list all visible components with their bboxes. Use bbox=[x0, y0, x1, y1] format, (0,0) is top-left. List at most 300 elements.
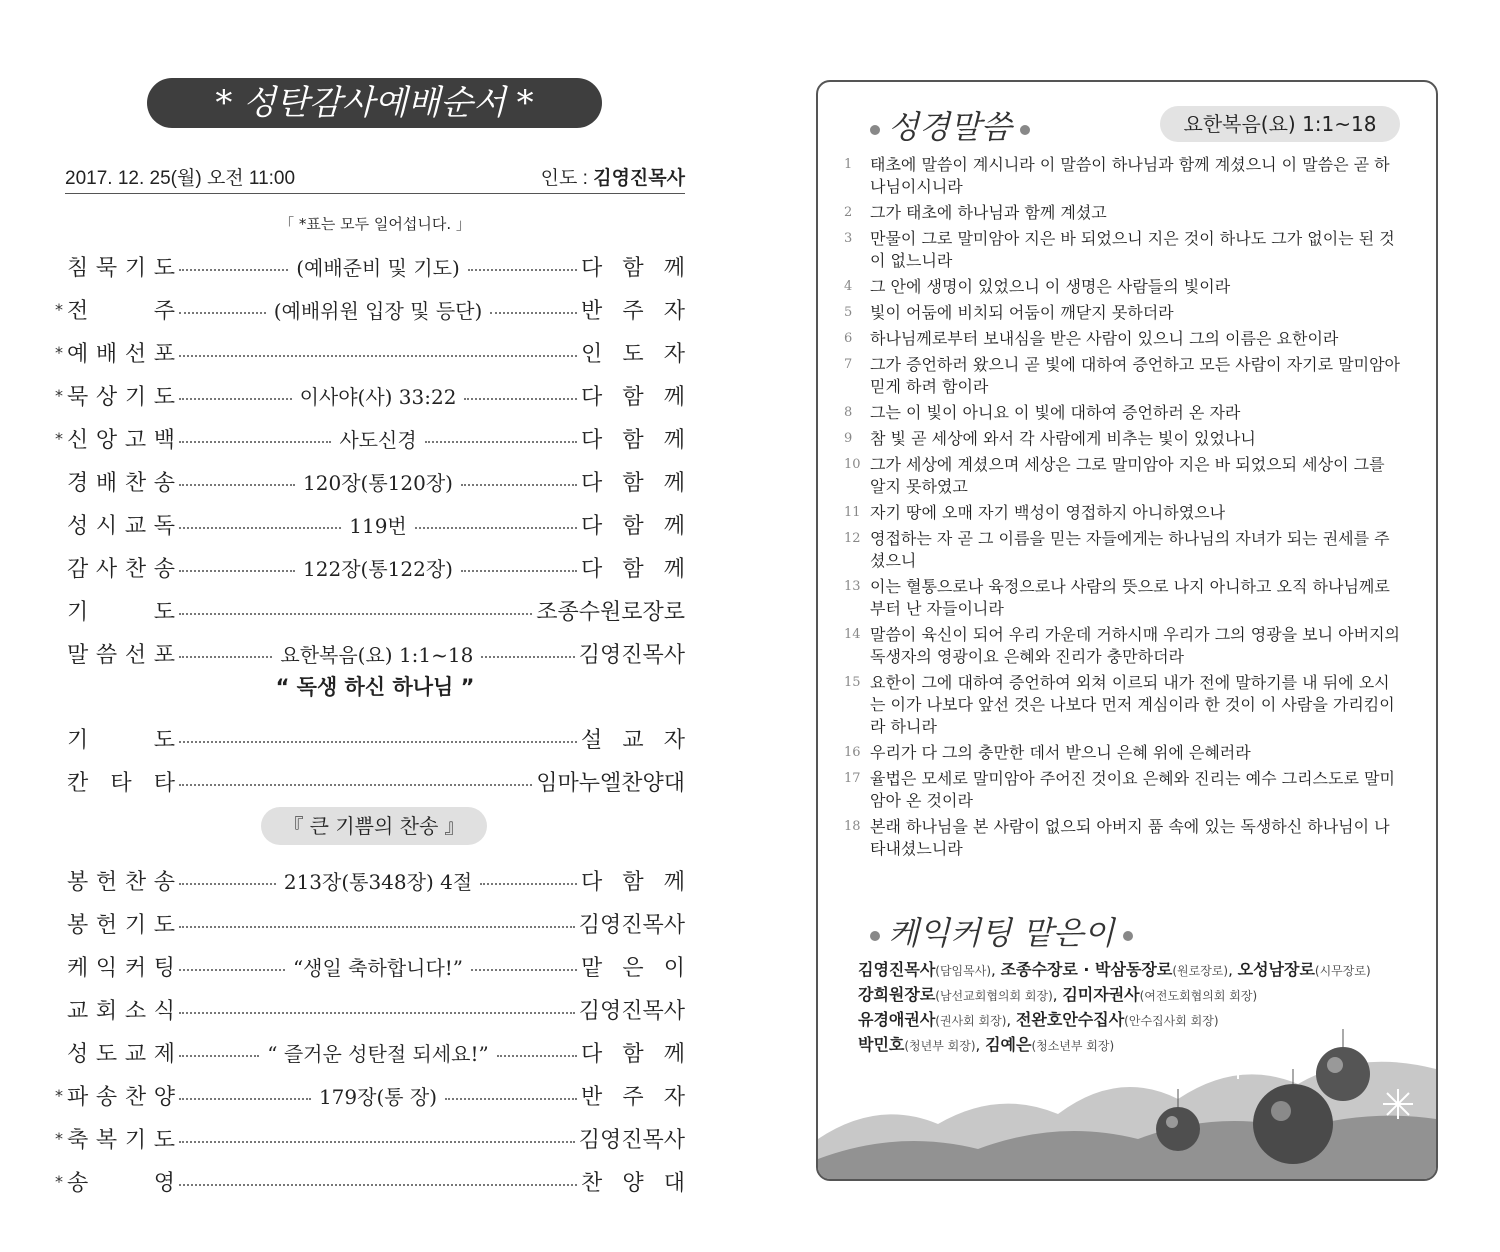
cutter-name: 오성남장로 bbox=[1237, 960, 1315, 979]
item-label-char: 케 bbox=[67, 955, 89, 981]
verse-text: 태초에 말씀이 계시니라 이 말씀이 하나님과 함께 계셨으니 이 말씀은 곧 하나님이시니라 bbox=[870, 155, 1390, 196]
service-item bbox=[55, 865, 685, 895]
dot-leader bbox=[179, 1184, 577, 1186]
item-label-char: 도 bbox=[153, 384, 175, 410]
verse bbox=[844, 624, 1404, 668]
verse bbox=[844, 428, 1404, 450]
verse-number: 10 bbox=[844, 457, 861, 472]
service-item bbox=[55, 423, 685, 453]
item-person bbox=[581, 251, 685, 282]
service-title: * 성탄감사예배순서 * bbox=[147, 78, 602, 128]
item-detail: 179장(통 장) bbox=[318, 1084, 438, 1109]
verse-number: 9 bbox=[844, 431, 853, 446]
verse bbox=[844, 454, 1404, 498]
item-person bbox=[581, 509, 685, 540]
dot-leader bbox=[179, 1012, 575, 1014]
item-label-char: 포 bbox=[153, 642, 175, 668]
cutter-name: 전완호안수집사 bbox=[1015, 1010, 1125, 1029]
service-item bbox=[55, 908, 685, 938]
cutter-name: 강희원장로 bbox=[858, 985, 936, 1004]
dot-leader bbox=[179, 1055, 259, 1057]
verse-text: 우리가 다 그의 충만한 데서 받으니 은혜 위에 은혜러라 bbox=[870, 743, 1251, 762]
bullet-dot-icon bbox=[870, 931, 880, 941]
item-label-char: 송 bbox=[153, 470, 175, 496]
cutter-name: 박민호 bbox=[858, 1035, 905, 1054]
item-label-char: 성 bbox=[67, 1041, 89, 1067]
item-person-text: 주 bbox=[622, 1084, 644, 1110]
item-label-char: 기 bbox=[67, 727, 89, 753]
item-person bbox=[581, 380, 685, 411]
service-date: 2017. 12. 25(월) 오전 11:00 bbox=[65, 168, 296, 189]
service-item bbox=[55, 552, 685, 582]
item-label bbox=[67, 638, 175, 669]
verse bbox=[844, 502, 1404, 524]
verse bbox=[844, 328, 1404, 350]
item-label bbox=[67, 766, 175, 797]
item-person bbox=[581, 337, 685, 368]
verse-text: 율법은 모세로 말미암아 주어진 것이요 은혜와 진리는 예수 그리스도로 말미암아 온 것이라 bbox=[870, 769, 1395, 810]
item-person-text: 함 bbox=[622, 556, 644, 582]
verse bbox=[844, 228, 1404, 272]
item-person-text: 자 bbox=[663, 1084, 685, 1110]
item-label bbox=[67, 994, 175, 1025]
service-item bbox=[55, 1166, 685, 1196]
item-person-text: 다 bbox=[581, 1041, 603, 1067]
item-person-text: 다 bbox=[581, 255, 603, 281]
item-person-text: 김영진목사 bbox=[578, 998, 685, 1024]
dot-leader bbox=[497, 1055, 577, 1057]
verse-number: 3 bbox=[844, 231, 853, 246]
item-label bbox=[67, 466, 175, 497]
cutter-line bbox=[858, 983, 1418, 1008]
item-label bbox=[67, 423, 175, 454]
verse-number: 16 bbox=[844, 745, 861, 760]
cutter-role: (권사회 회장) bbox=[935, 1014, 1007, 1028]
bullet-dot-icon bbox=[1123, 931, 1133, 941]
item-label-char: 묵 bbox=[67, 384, 89, 410]
leader-name: 김영진목사 bbox=[593, 168, 685, 189]
item-detail: “생일 축하합니다!” bbox=[292, 955, 464, 980]
item-person-text: 조종수원로장로 bbox=[536, 599, 685, 625]
item-person-text: 다 bbox=[581, 470, 603, 496]
item-label-char: 도 bbox=[153, 255, 175, 281]
item-label-char: 독 bbox=[153, 513, 175, 539]
christmas-decoration bbox=[818, 1029, 1436, 1179]
item-person-text: 이 bbox=[663, 955, 685, 981]
cutting-title: 케익커팅 맡은이 bbox=[888, 914, 1115, 952]
item-label-char: 팅 bbox=[153, 955, 175, 981]
item-label bbox=[67, 1037, 175, 1068]
item-person bbox=[581, 865, 685, 896]
item-person-text: 께 bbox=[663, 513, 685, 539]
verse-text: 빛이 어둠에 비치되 어둠이 깨닫지 못하더라 bbox=[870, 303, 1174, 322]
item-label-char: 찬 bbox=[124, 1084, 147, 1110]
dot-leader bbox=[468, 269, 577, 271]
verse bbox=[844, 816, 1404, 860]
verse-text: 이는 혈통으로나 육정으로나 사람의 뜻으로 나지 아니하고 오직 하나님께로부터 난 자들이니라 bbox=[870, 577, 1390, 618]
item-label-char: 봉 bbox=[67, 912, 89, 938]
item-label-char: 타 bbox=[153, 770, 175, 796]
service-item bbox=[55, 251, 685, 281]
verse-text: 요한이 그에 대하여 증언하여 외쳐 이르되 내가 전에 말하기를 내 뒤에 오시는 이가 나보다 앞선 것은 나보다 먼저 계심이라 한 것이 이 사람을 가리킴이라 하니라 bbox=[870, 673, 1395, 736]
item-label-char: 포 bbox=[153, 341, 175, 367]
item-label-char: 도 bbox=[153, 1127, 175, 1153]
item-person-text: 도 bbox=[622, 341, 644, 367]
verse bbox=[844, 402, 1404, 424]
verse-text: 만물이 그로 말미암아 지은 바 되었으니 지은 것이 하나도 그가 없이는 된 것이 없느니라 bbox=[870, 229, 1395, 270]
verse-number: 5 bbox=[844, 305, 853, 320]
dot-leader bbox=[179, 656, 272, 658]
item-person-text: 다 bbox=[581, 513, 603, 539]
item-person bbox=[536, 766, 685, 797]
verse-text: 본래 하나님을 본 사람이 없으되 아버지 품 속에 있는 독생하신 하나님이 나타내셨느니라 bbox=[870, 817, 1390, 858]
verse bbox=[844, 302, 1404, 324]
separator: , bbox=[975, 1036, 986, 1054]
verse-number: 17 bbox=[844, 771, 861, 786]
item-person bbox=[581, 723, 685, 754]
item-label-char: 칸 bbox=[67, 770, 89, 796]
item-label-char: 제 bbox=[153, 1041, 175, 1067]
item-person-text: 께 bbox=[663, 384, 685, 410]
item-label-char: 기 bbox=[67, 599, 89, 625]
item-person-text: 찬 bbox=[581, 1170, 603, 1196]
verse bbox=[844, 672, 1404, 738]
item-label bbox=[67, 908, 175, 939]
cutter-name: 김예은 bbox=[985, 1035, 1032, 1054]
item-label-char: 말 bbox=[67, 642, 89, 668]
dot-leader bbox=[179, 527, 341, 529]
item-person-text: 은 bbox=[622, 955, 644, 981]
cutter-role: (시무장로) bbox=[1314, 964, 1371, 978]
item-person-text: 김영진목사 bbox=[578, 1127, 685, 1153]
verse-number: 6 bbox=[844, 331, 853, 346]
cutter-role: (담임목사) bbox=[935, 964, 992, 978]
item-label-char: 도 bbox=[153, 599, 175, 625]
item-person-text: 함 bbox=[622, 1041, 644, 1067]
verse-number: 1 bbox=[844, 157, 853, 172]
item-label-char: 교 bbox=[124, 1041, 147, 1067]
verse-text: 그가 세상에 계셨으며 세상은 그로 말미암아 지은 바 되었으되 세상이 그를 알지 못하였고 bbox=[870, 455, 1385, 496]
item-label-char: 교 bbox=[124, 513, 147, 539]
dot-leader bbox=[179, 784, 532, 786]
standing-mark: * bbox=[55, 342, 63, 362]
cutter-role: (원로장로) bbox=[1172, 964, 1229, 978]
item-label-char: 배 bbox=[95, 470, 118, 496]
item-person-text: 교 bbox=[622, 727, 644, 753]
standing-mark: * bbox=[55, 1085, 63, 1105]
item-person-text: 김영진목사 bbox=[578, 642, 686, 668]
item-person-text: 주 bbox=[622, 298, 644, 324]
verse bbox=[844, 742, 1404, 764]
item-label-char: 백 bbox=[153, 427, 175, 453]
item-person-text: 대 bbox=[663, 1170, 685, 1196]
separator: , bbox=[1052, 986, 1063, 1004]
item-label-char: 찬 bbox=[124, 470, 147, 496]
item-label-char: 식 bbox=[153, 998, 175, 1024]
standing-mark: * bbox=[55, 1171, 63, 1191]
verse bbox=[844, 768, 1404, 812]
service-item bbox=[55, 994, 685, 1024]
service-item bbox=[55, 951, 685, 981]
verse bbox=[844, 528, 1404, 572]
item-label-char: 찬 bbox=[124, 556, 147, 582]
item-person-text: 김영진목사 bbox=[578, 912, 685, 938]
verse-text: 자기 땅에 오매 자기 백성이 영접하지 아니하였으나 bbox=[870, 503, 1226, 522]
item-label-char: 선 bbox=[124, 642, 147, 668]
separator: , bbox=[1006, 1011, 1016, 1029]
item-person bbox=[579, 908, 685, 939]
item-label-char: 송 bbox=[67, 1170, 89, 1196]
item-label-char: 타 bbox=[110, 770, 132, 796]
dot-leader bbox=[179, 883, 276, 885]
dot-leader bbox=[445, 1098, 577, 1100]
item-label-char: 영 bbox=[153, 1170, 175, 1196]
item-person-text: 다 bbox=[581, 556, 603, 582]
item-person bbox=[581, 1080, 685, 1111]
item-label bbox=[67, 509, 175, 540]
item-detail: 이사야(사) 33:22 bbox=[299, 384, 457, 409]
dot-leader bbox=[461, 484, 577, 486]
standing-mark: * bbox=[55, 299, 63, 319]
dot-leader bbox=[490, 312, 577, 314]
item-label-char: 봉 bbox=[67, 869, 89, 895]
item-label-char: 성 bbox=[67, 513, 89, 539]
cutter-name: 유경애권사 bbox=[858, 1010, 936, 1029]
verse-number: 15 bbox=[844, 675, 861, 690]
item-person bbox=[579, 638, 685, 669]
item-label bbox=[67, 552, 175, 583]
item-label-char: 배 bbox=[95, 341, 118, 367]
service-item bbox=[55, 380, 685, 410]
scripture-heading bbox=[862, 102, 1038, 148]
cutter-name: 조종수장로 · 박삼동장로 bbox=[1000, 960, 1173, 979]
service-item bbox=[55, 294, 685, 324]
verse-number: 12 bbox=[844, 531, 861, 546]
item-label-char: 송 bbox=[153, 556, 175, 582]
bullet-dot-icon bbox=[1020, 125, 1030, 135]
dot-leader bbox=[179, 969, 285, 971]
item-label-char: 익 bbox=[95, 955, 118, 981]
standing-mark: * bbox=[55, 1128, 63, 1148]
service-item bbox=[55, 638, 685, 668]
cutting-heading bbox=[862, 908, 1141, 954]
item-person-text: 반 bbox=[581, 1084, 603, 1110]
item-detail: 요한복음(요) 1:1~18 bbox=[280, 642, 474, 667]
verse-number: 4 bbox=[844, 279, 853, 294]
sermon-title: “ 독생 하신 하나님 ” bbox=[275, 675, 475, 699]
item-label bbox=[67, 380, 175, 411]
item-label bbox=[67, 337, 175, 368]
dot-leader bbox=[179, 355, 577, 357]
dot-leader bbox=[179, 741, 577, 743]
item-detail: 122장(통122장) bbox=[303, 556, 453, 581]
item-label-char: 커 bbox=[124, 955, 147, 981]
verse-text: 그는 이 빛이 아니요 이 빛에 대하여 증언하러 온 자라 bbox=[870, 403, 1241, 422]
dot-leader bbox=[179, 484, 295, 486]
standing-mark: * bbox=[55, 385, 63, 405]
service-item bbox=[55, 595, 685, 625]
item-detail: 119번 bbox=[349, 513, 407, 538]
item-person bbox=[581, 1166, 685, 1197]
item-label-char: 예 bbox=[67, 341, 89, 367]
standing-notice: 「 *표는 모두 일어섭니다. 」 bbox=[279, 215, 471, 233]
item-label bbox=[67, 1080, 175, 1111]
dot-leader bbox=[464, 398, 577, 400]
service-item bbox=[55, 766, 685, 796]
item-person-text: 함 bbox=[622, 470, 644, 496]
verse bbox=[844, 154, 1404, 198]
service-item bbox=[55, 723, 685, 753]
service-meta bbox=[65, 163, 685, 194]
item-label-char: 시 bbox=[95, 513, 118, 539]
standing-mark: * bbox=[55, 428, 63, 448]
verse-text: 참 빛 곧 세상에 와서 각 사람에게 비추는 빛이 있었나니 bbox=[870, 429, 1256, 448]
item-label-char: 축 bbox=[67, 1127, 89, 1153]
cutter-role: (남선교회협의회 회장) bbox=[935, 989, 1053, 1003]
item-label bbox=[67, 865, 175, 896]
separator: , bbox=[991, 961, 1001, 979]
item-label-char: 회 bbox=[95, 998, 118, 1024]
item-person-text: 다 bbox=[581, 427, 603, 453]
item-person bbox=[579, 1123, 685, 1154]
dot-leader bbox=[179, 1098, 311, 1100]
item-label-char: 파 bbox=[67, 1084, 89, 1110]
item-label-char: 송 bbox=[153, 869, 175, 895]
item-detail: (예배준비 및 기도) bbox=[296, 255, 460, 280]
verse-number: 11 bbox=[844, 505, 861, 520]
item-person-text: 함 bbox=[622, 513, 644, 539]
cutter-role: (여전도회협의회 회장) bbox=[1139, 989, 1258, 1003]
service-leader bbox=[541, 163, 685, 190]
item-person bbox=[581, 423, 685, 454]
item-label-char: 기 bbox=[124, 1127, 147, 1153]
scripture-title: 성경말씀 bbox=[888, 108, 1012, 146]
item-label-char: 전 bbox=[67, 298, 89, 324]
item-person bbox=[581, 552, 685, 583]
verse-text: 그가 증언하러 왔으니 곧 빛에 대하여 증언하고 모든 사람이 자기로 말미암아 믿게 하려 함이라 bbox=[870, 355, 1400, 396]
verse-text: 그가 태초에 하나님과 함께 계셨고 bbox=[870, 203, 1107, 222]
item-person-text: 함 bbox=[622, 869, 644, 895]
cutter-role: (청년부 회장) bbox=[904, 1039, 976, 1053]
item-label-char: 송 bbox=[95, 1084, 118, 1110]
item-label-char: 양 bbox=[153, 1084, 175, 1110]
item-detail: 사도신경 bbox=[339, 427, 417, 452]
item-label-char: 헌 bbox=[95, 869, 118, 895]
item-label-char: 경 bbox=[67, 470, 89, 496]
item-person bbox=[581, 1037, 685, 1068]
item-label-char: 고 bbox=[124, 427, 147, 453]
service-item bbox=[55, 337, 685, 367]
item-person bbox=[581, 294, 685, 325]
verse-text: 영접하는 자 곧 그 이름을 믿는 자들에게는 하나님의 자녀가 되는 권세를 주셨으니 bbox=[870, 529, 1390, 570]
item-label bbox=[67, 1166, 175, 1197]
item-label bbox=[67, 723, 175, 754]
dot-leader bbox=[179, 312, 266, 314]
item-person-text: 반 bbox=[581, 298, 603, 324]
verse-number: 2 bbox=[844, 205, 853, 220]
dot-leader bbox=[179, 269, 288, 271]
item-label-char: 감 bbox=[67, 556, 89, 582]
item-label-char: 도 bbox=[95, 1041, 118, 1067]
item-label-char: 묵 bbox=[95, 255, 118, 281]
item-person-text: 다 bbox=[581, 384, 603, 410]
item-person-text: 함 bbox=[622, 427, 644, 453]
verse-number: 18 bbox=[844, 819, 861, 834]
item-label-char: 찬 bbox=[124, 869, 147, 895]
item-detail: 120장(통120장) bbox=[303, 470, 453, 495]
item-person-text: 함 bbox=[622, 384, 644, 410]
item-detail: 213장(통348장) 4절 bbox=[283, 869, 473, 894]
item-label bbox=[67, 1123, 175, 1154]
item-label-char: 기 bbox=[124, 912, 147, 938]
item-detail: “ 즐거운 성탄절 되세요!” bbox=[267, 1041, 489, 1066]
item-label-char: 도 bbox=[153, 912, 175, 938]
verse bbox=[844, 576, 1404, 620]
item-label bbox=[67, 294, 175, 325]
verse-number: 14 bbox=[844, 627, 861, 642]
item-person bbox=[581, 466, 685, 497]
dot-leader bbox=[480, 883, 577, 885]
item-label-char: 도 bbox=[153, 727, 175, 753]
verse-text: 그 안에 생명이 있었으니 이 생명은 사람들의 빛이라 bbox=[870, 277, 1231, 296]
dot-leader bbox=[179, 398, 292, 400]
dot-leader bbox=[425, 441, 577, 443]
cutter-role: (안수집사회 회장) bbox=[1124, 1014, 1219, 1028]
item-person-text: 양 bbox=[622, 1170, 644, 1196]
separator: , bbox=[1228, 961, 1238, 979]
ornament-icon bbox=[1316, 1029, 1370, 1101]
verse-number: 7 bbox=[844, 357, 853, 372]
item-label-char: 상 bbox=[95, 384, 118, 410]
verse-number: 8 bbox=[844, 405, 853, 420]
item-label-char: 선 bbox=[124, 341, 147, 367]
item-person-text: 자 bbox=[663, 727, 685, 753]
item-person-text: 다 bbox=[581, 869, 603, 895]
item-label-char: 주 bbox=[153, 298, 175, 324]
verse bbox=[844, 354, 1404, 398]
dot-leader bbox=[179, 441, 331, 443]
service-item bbox=[55, 1037, 685, 1067]
item-label-char: 소 bbox=[124, 998, 147, 1024]
verse-text: 하나님께로부터 보내심을 받은 사람이 있으니 그의 이름은 요한이라 bbox=[870, 329, 1339, 348]
item-person-text: 께 bbox=[663, 470, 685, 496]
service-item bbox=[55, 466, 685, 496]
item-person bbox=[581, 951, 685, 982]
cutter-name: 김영진목사 bbox=[858, 960, 936, 979]
item-label-char: 신 bbox=[67, 427, 89, 453]
item-label-char: 복 bbox=[95, 1127, 118, 1153]
cantata-title: 『 큰 기쁨의 찬송 』 bbox=[261, 807, 487, 845]
scripture-reference: 요한복음(요) 1:1~18 bbox=[1160, 106, 1400, 142]
scripture-panel bbox=[816, 80, 1438, 1181]
item-person-text: 함 bbox=[622, 255, 644, 281]
dot-leader bbox=[471, 969, 577, 971]
item-person-text: 자 bbox=[663, 298, 685, 324]
item-person bbox=[536, 595, 685, 626]
item-person-text: 께 bbox=[663, 556, 685, 582]
item-label-char: 기 bbox=[124, 384, 147, 410]
dot-leader bbox=[179, 926, 575, 928]
item-person-text: 인 bbox=[581, 341, 603, 367]
service-item bbox=[55, 1080, 685, 1110]
item-label-char: 씀 bbox=[95, 642, 118, 668]
item-label-char: 사 bbox=[95, 556, 118, 582]
item-person-text: 께 bbox=[663, 427, 685, 453]
item-label-char: 앙 bbox=[95, 427, 118, 453]
cutter-line bbox=[858, 958, 1418, 983]
service-item bbox=[55, 509, 685, 539]
item-label bbox=[67, 595, 175, 626]
